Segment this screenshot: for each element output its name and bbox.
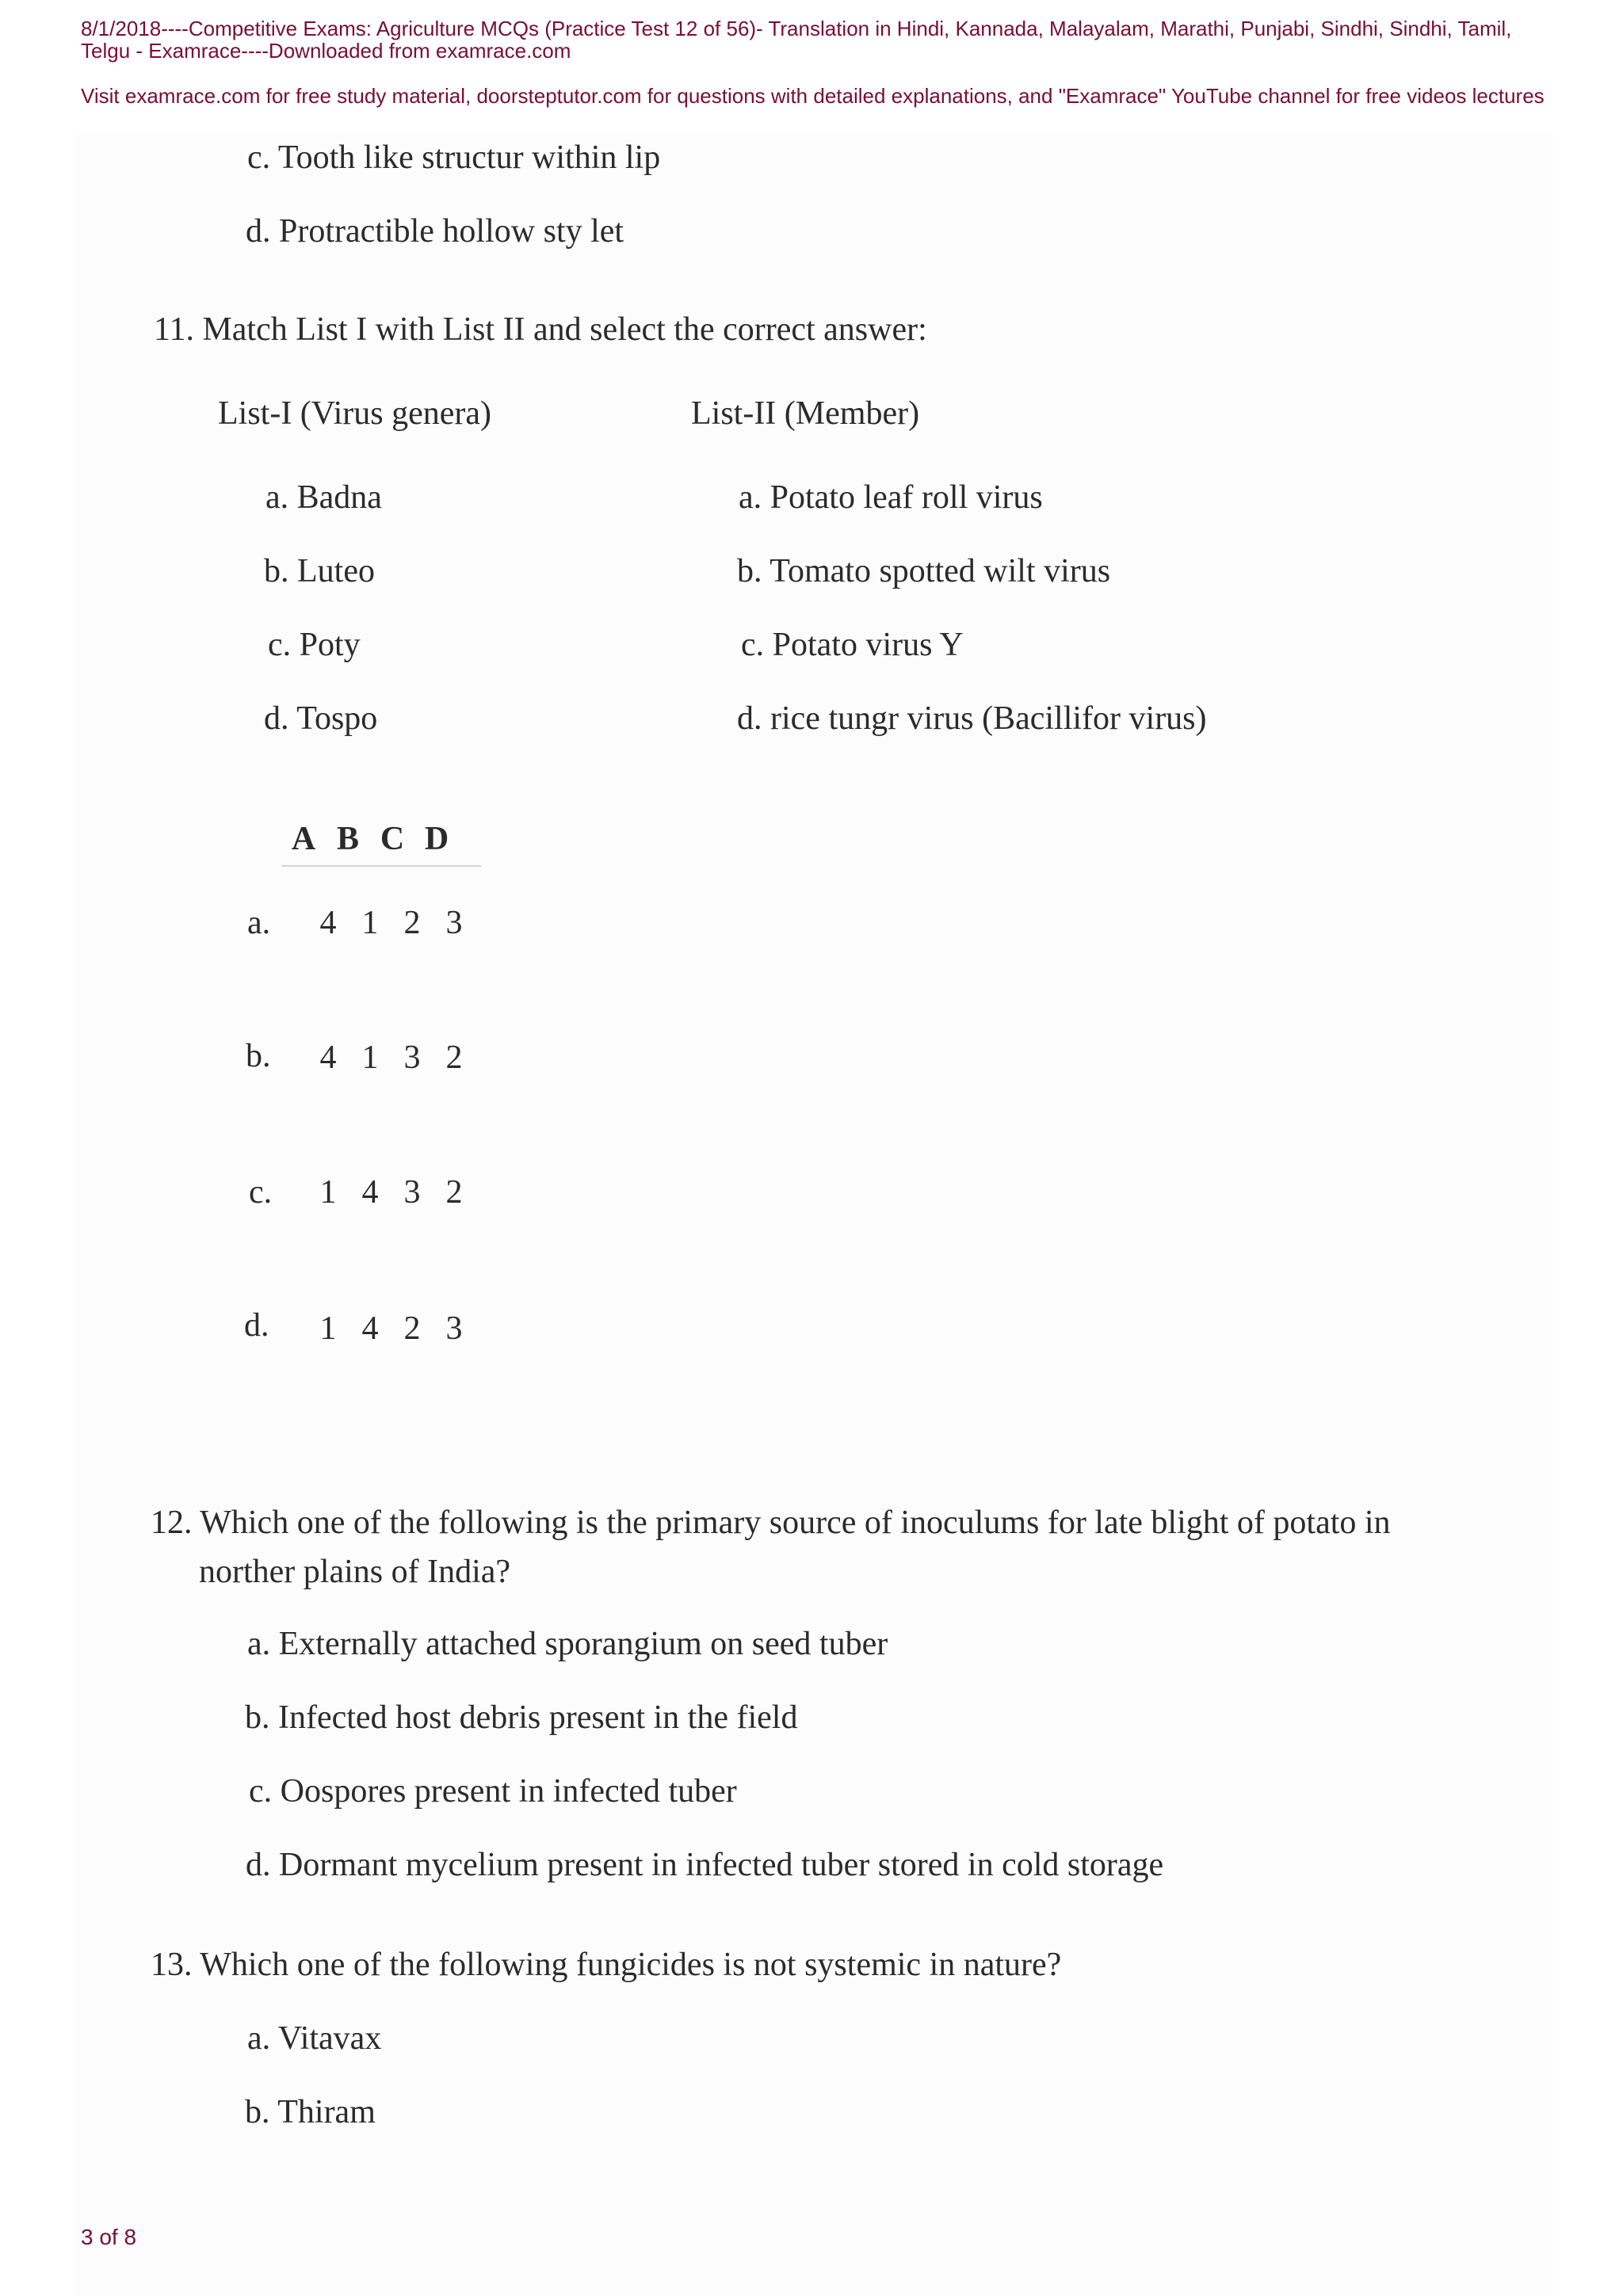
col-header-a: A [291,821,316,857]
page-number: 3 of 8 [81,2225,137,2249]
q11-list2-item-b: b. Tomato spotted wilt virus [737,553,1111,589]
q10-option-d: d. Protractible hollow sty let [246,213,624,250]
answer-digit: 1 [361,1039,380,1076]
q12-question-line2: norther plains of India? [199,1554,511,1590]
q12-option-c: c. Oospores present in infected tuber [249,1773,737,1810]
col-header-c: C [380,821,405,857]
col-header-b: B [336,821,359,857]
q11-answer-label-b: b. [246,1038,271,1074]
header-source-line: 8/1/2018----Competitive Exams: Agriculture MCQs (Practice Test 12 of 56)- Translation in Hindi, Kannada, Malayalam, Marathi, Punjabi, Sindhi, Sindhi, Tamil, Telgu - Examrace----Downloaded from examrace.com [81,17,1512,63]
q11-question: 11. Match List I with List II and select the correct answer: [154,311,927,348]
answer-digit: 2 [445,1039,464,1076]
header-promo-line: Visit examrace.com for free study material, doorsteptutor.com for questions with detailed explanations, and "Examrace" YouTube channel for free videos lectures [81,84,1545,108]
q10-option-c: c. Tooth like structur within lip [247,139,661,176]
answer-digit: 1 [361,905,380,941]
answer-digit: 3 [403,1039,422,1076]
q13-option-b: b. Thiram [245,2094,376,2130]
q11-list1-item-b: b. Luteo [264,553,375,589]
q11-list2-heading: List-II (Member) [691,395,920,432]
answer-digit: 1 [319,1310,338,1347]
col-header-d: D [424,821,449,857]
q11-answer-label-c: c. [249,1174,273,1211]
q11-list2-item-a: a. Potato leaf roll virus [739,479,1043,516]
q12-option-b: b. Infected host debris present in the field [245,1699,798,1736]
q11-answer-row-c [307,1173,475,1212]
q13-option-a: a. Vitavax [247,2020,382,2057]
answer-digit: 3 [445,1310,464,1347]
q11-answer-row-d [307,1309,475,1348]
answer-digit: 1 [319,1174,338,1211]
q11-list1-item-c: c. Poty [268,627,361,663]
answer-digit: 2 [403,1310,422,1347]
answer-digit: 3 [403,1174,422,1211]
q11-list2-item-c: c. Potato virus Y [741,627,964,663]
q11-list1-item-d: d. Tospo [264,700,378,737]
answer-digit: 4 [361,1310,380,1347]
q11-answer-table-header [281,818,481,867]
answer-digit: 4 [361,1174,380,1211]
q11-answer-row-a [307,903,475,943]
q11-answer-label-a: a. [247,905,271,941]
q11-answer-label-d: d. [244,1307,269,1344]
answer-digit: 4 [319,905,338,941]
answer-digit: 4 [319,1039,338,1076]
q11-answer-row-b [307,1038,475,1077]
answer-digit: 2 [445,1174,464,1211]
q12-option-d: d. Dormant mycelium present in infected tuber stored in cold storage [246,1847,1164,1883]
answer-digit: 3 [445,905,464,941]
q11-list1-heading: List-I (Virus genera) [218,395,492,432]
q11-list1-item-a: a. Badna [265,479,382,516]
q12-question-line1: 12. Which one of the following is the primary source of inoculums for late blight of potato in [151,1505,1391,1541]
q11-list2-item-d: d. rice tungr virus (Bacillifor virus) [737,700,1207,737]
q12-option-a: a. Externally attached sporangium on seed tuber [247,1626,888,1662]
q13-question: 13. Which one of the following fungicides is not systemic in nature? [151,1947,1062,1983]
answer-digit: 2 [403,905,422,941]
